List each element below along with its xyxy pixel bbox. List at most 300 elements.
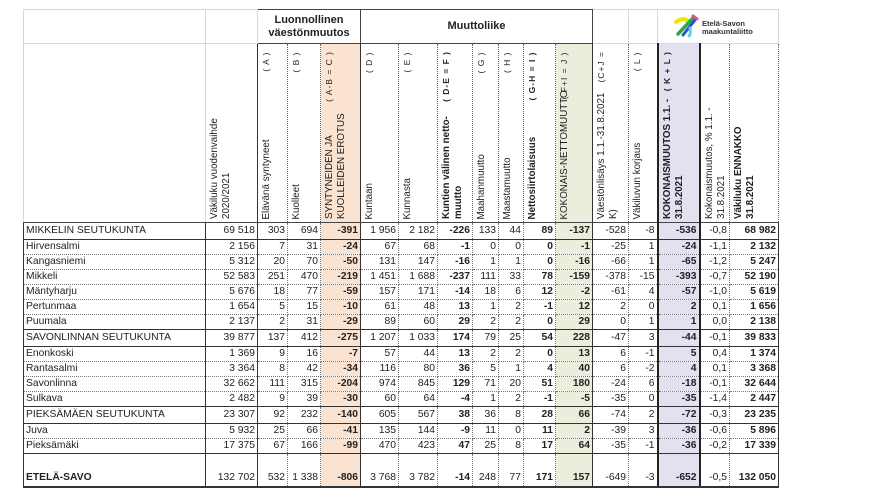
cell-net_mun: 38 bbox=[438, 407, 473, 424]
cell-pct: 0,1 bbox=[700, 300, 730, 315]
column-header-label bbox=[632, 47, 644, 219]
data-table bbox=[23, 9, 779, 488]
cell-pop_est: 5 896 bbox=[730, 424, 779, 439]
cell-pop_est: 2 447 bbox=[730, 392, 779, 407]
column-formula-letter: ( D ) bbox=[364, 51, 374, 73]
column-header-text: Elävänä syntyneet bbox=[261, 138, 272, 219]
cell-corr: 1 bbox=[629, 255, 658, 270]
cell-total_change: 4 bbox=[658, 362, 700, 377]
cell-pop2020: 32 662 bbox=[206, 377, 258, 392]
cell-net_mun: 129 bbox=[438, 377, 473, 392]
cell-in_mun: 67 bbox=[361, 240, 399, 255]
cell-growth: 6 bbox=[593, 347, 629, 362]
column-header-corr bbox=[629, 44, 658, 223]
cell-total_change: 2 bbox=[658, 300, 700, 315]
logo-text-line2: maakuntaliitto bbox=[702, 27, 753, 36]
cell-net_total: -159 bbox=[556, 270, 593, 285]
cell-pop_est: 3 368 bbox=[730, 362, 779, 377]
cell-immig: 11 bbox=[473, 424, 499, 439]
cell-growth: -39 bbox=[593, 424, 629, 439]
cell-emig: 77 bbox=[499, 454, 524, 488]
column-header-emig bbox=[499, 44, 524, 223]
cell-pop2020: 2 137 bbox=[206, 315, 258, 330]
cell-total_change: -57 bbox=[658, 285, 700, 300]
cell-births: 92 bbox=[258, 407, 288, 424]
cell-pop_est: 132 050 bbox=[730, 454, 779, 488]
cell-net_mun: 174 bbox=[438, 330, 473, 347]
table-row bbox=[24, 377, 779, 392]
cell-deaths: 694 bbox=[288, 223, 321, 240]
cell-deaths: 31 bbox=[288, 315, 321, 330]
column-header-text: Kuntaan bbox=[364, 182, 375, 219]
column-formula-letter: ( A ) bbox=[261, 51, 271, 72]
cell-natdiff: -34 bbox=[321, 362, 361, 377]
region-row bbox=[24, 330, 779, 347]
cell-in_mun: 116 bbox=[361, 362, 399, 377]
cell-pct: -0,8 bbox=[700, 223, 730, 240]
cell-out_mun: 2 182 bbox=[399, 223, 438, 240]
column-header-text: Nettosiirtolaisuus bbox=[527, 136, 538, 219]
table-row bbox=[24, 255, 779, 270]
cell-in_mun: 60 bbox=[361, 392, 399, 407]
cell-net_total: 228 bbox=[556, 330, 593, 347]
cell-out_mun: 44 bbox=[399, 347, 438, 362]
cell-immig: 0 bbox=[473, 240, 499, 255]
column-header-label bbox=[402, 47, 414, 219]
column-header-text: Väkiluku vuodenvaihde 2020/2021 bbox=[209, 118, 232, 219]
cell-net_mun: -9 bbox=[438, 424, 473, 439]
cell-immig: 133 bbox=[473, 223, 499, 240]
cell-deaths: 77 bbox=[288, 285, 321, 300]
cell-natdiff: -24 bbox=[321, 240, 361, 255]
cell-total_change: -44 bbox=[658, 330, 700, 347]
cell-births: 7 bbox=[258, 240, 288, 255]
cell-growth: -35 bbox=[593, 392, 629, 407]
cell-births: 2 bbox=[258, 315, 288, 330]
cell-growth: 0 bbox=[593, 315, 629, 330]
cell-immig: 1 bbox=[473, 300, 499, 315]
region-row bbox=[24, 223, 779, 240]
cell-net_imm: 171 bbox=[524, 454, 556, 488]
column-header-out_mun bbox=[399, 44, 438, 223]
cell-growth: -47 bbox=[593, 330, 629, 347]
cell-deaths: 166 bbox=[288, 439, 321, 454]
population-change-table bbox=[23, 9, 779, 488]
column-header-label bbox=[209, 47, 232, 219]
cell-pop_est: 5 619 bbox=[730, 285, 779, 300]
cell-deaths: 470 bbox=[288, 270, 321, 285]
cell-deaths: 42 bbox=[288, 362, 321, 377]
cell-total_change: -36 bbox=[658, 424, 700, 439]
column-header-text: Kunnasta bbox=[402, 177, 413, 219]
cell-births: 67 bbox=[258, 439, 288, 454]
logo-cell bbox=[658, 10, 779, 44]
column-header-label bbox=[291, 47, 303, 219]
cell-deaths: 39 bbox=[288, 392, 321, 407]
cell-pct: -0,5 bbox=[700, 454, 730, 488]
cell-net_imm: 4 bbox=[524, 362, 556, 377]
column-formula-letter: ( F+I = J ) bbox=[559, 51, 569, 99]
cell-net_total: 29 bbox=[556, 315, 593, 330]
column-header-total_change bbox=[658, 44, 700, 223]
column-header-text: Väkiluku ENNAKKO 31.8.2021 bbox=[733, 126, 756, 219]
cell-net_total: -137 bbox=[556, 223, 593, 240]
column-header-births bbox=[258, 44, 288, 223]
column-formula-letter: ( K + L ) bbox=[661, 51, 672, 92]
column-header-in_mun bbox=[361, 44, 399, 223]
cell-corr: 0 bbox=[629, 392, 658, 407]
cell-growth: -378 bbox=[593, 270, 629, 285]
cell-pct: -0,1 bbox=[700, 330, 730, 347]
cell-corr: 4 bbox=[629, 285, 658, 300]
cell-corr: -8 bbox=[629, 223, 658, 240]
cell-in_mun: 1 207 bbox=[361, 330, 399, 347]
cell-pop2020: 1 654 bbox=[206, 300, 258, 315]
cell-deaths: 70 bbox=[288, 255, 321, 270]
cell-immig: 25 bbox=[473, 439, 499, 454]
cell-emig: 8 bbox=[499, 439, 524, 454]
cell-deaths: 31 bbox=[288, 240, 321, 255]
cell-pop2020: 2 482 bbox=[206, 392, 258, 407]
row-name: Savonlinna bbox=[24, 377, 206, 392]
column-header-label bbox=[704, 47, 727, 219]
cell-deaths: 66 bbox=[288, 424, 321, 439]
cell-pct: 0,4 bbox=[700, 347, 730, 362]
empty-header-cell bbox=[629, 10, 658, 44]
cell-emig: 0 bbox=[499, 424, 524, 439]
column-header-net_total bbox=[556, 44, 593, 223]
cell-corr: 1 bbox=[629, 240, 658, 255]
cell-growth: 6 bbox=[593, 362, 629, 377]
cell-births: 111 bbox=[258, 377, 288, 392]
cell-immig: 18 bbox=[473, 285, 499, 300]
cell-out_mun: 171 bbox=[399, 285, 438, 300]
cell-total_change: -35 bbox=[658, 392, 700, 407]
cell-total_change: -652 bbox=[658, 454, 700, 488]
region-row bbox=[24, 407, 779, 424]
cell-total_change: 5 bbox=[658, 347, 700, 362]
cell-deaths: 16 bbox=[288, 347, 321, 362]
cell-corr: 6 bbox=[629, 377, 658, 392]
cell-pop2020: 3 364 bbox=[206, 362, 258, 377]
cell-corr: -2 bbox=[629, 362, 658, 377]
cell-natdiff: -219 bbox=[321, 270, 361, 285]
row-name: PIEKSÄMÄEN SEUTUKUNTA bbox=[24, 407, 206, 424]
cell-net_total: 13 bbox=[556, 347, 593, 362]
cell-pop_est: 39 833 bbox=[730, 330, 779, 347]
cell-growth: -649 bbox=[593, 454, 629, 488]
cell-net_imm: 11 bbox=[524, 424, 556, 439]
row-name: Enonkoski bbox=[24, 347, 206, 362]
cell-pop2020: 1 369 bbox=[206, 347, 258, 362]
cell-net_imm: 54 bbox=[524, 330, 556, 347]
cell-pop_est: 23 235 bbox=[730, 407, 779, 424]
cell-corr: -1 bbox=[629, 439, 658, 454]
cell-net_imm: -1 bbox=[524, 392, 556, 407]
column-formula-letter: ( G ) bbox=[476, 51, 486, 73]
cell-out_mun: 144 bbox=[399, 424, 438, 439]
group-header-row bbox=[24, 10, 779, 44]
cell-deaths: 412 bbox=[288, 330, 321, 347]
cell-net_total: 2 bbox=[556, 424, 593, 439]
cell-growth: -35 bbox=[593, 439, 629, 454]
cell-pop2020: 5 676 bbox=[206, 285, 258, 300]
cell-natdiff: -29 bbox=[321, 315, 361, 330]
cell-out_mun: 567 bbox=[399, 407, 438, 424]
cell-net_total: 40 bbox=[556, 362, 593, 377]
cell-net_imm: 0 bbox=[524, 240, 556, 255]
cell-net_mun: 36 bbox=[438, 362, 473, 377]
cell-births: 25 bbox=[258, 424, 288, 439]
cell-emig: 6 bbox=[499, 285, 524, 300]
cell-natdiff: -30 bbox=[321, 392, 361, 407]
cell-growth: -25 bbox=[593, 240, 629, 255]
cell-pct: -1,1 bbox=[700, 240, 730, 255]
cell-out_mun: 423 bbox=[399, 439, 438, 454]
table-row bbox=[24, 392, 779, 407]
cell-emig: 25 bbox=[499, 330, 524, 347]
row-name: Pieksämäki bbox=[24, 439, 206, 454]
cell-immig: 71 bbox=[473, 377, 499, 392]
cell-total_change: -536 bbox=[658, 223, 700, 240]
cell-growth: -24 bbox=[593, 377, 629, 392]
cell-pop_est: 1 656 bbox=[730, 300, 779, 315]
logo-mark-icon bbox=[674, 14, 700, 38]
cell-natdiff: -10 bbox=[321, 300, 361, 315]
empty-header-cell bbox=[24, 10, 206, 44]
cell-immig: 1 bbox=[473, 255, 499, 270]
column-header-text: Kokonaismuutos, % 1.1. - 31.8.2021 bbox=[703, 107, 726, 219]
cell-births: 18 bbox=[258, 285, 288, 300]
row-name: Puumala bbox=[24, 315, 206, 330]
table-row bbox=[24, 347, 779, 362]
cell-pct: -0,1 bbox=[700, 377, 730, 392]
table-row bbox=[24, 315, 779, 330]
cell-corr: 2 bbox=[629, 407, 658, 424]
column-header-natdiff bbox=[321, 44, 361, 223]
cell-immig: 2 bbox=[473, 347, 499, 362]
cell-pop_est: 32 644 bbox=[730, 377, 779, 392]
column-header-label bbox=[502, 47, 514, 219]
cell-growth: 2 bbox=[593, 300, 629, 315]
cell-in_mun: 89 bbox=[361, 315, 399, 330]
cell-net_imm: 51 bbox=[524, 377, 556, 392]
cell-net_total: 66 bbox=[556, 407, 593, 424]
cell-emig: 0 bbox=[499, 240, 524, 255]
cell-natdiff: -7 bbox=[321, 347, 361, 362]
row-name: ETELÄ-SAVO bbox=[24, 454, 206, 488]
cell-net_mun: -16 bbox=[438, 255, 473, 270]
cell-natdiff: -59 bbox=[321, 285, 361, 300]
column-header-row bbox=[24, 44, 779, 223]
cell-out_mun: 845 bbox=[399, 377, 438, 392]
cell-pop_est: 5 247 bbox=[730, 255, 779, 270]
cell-net_mun: 13 bbox=[438, 347, 473, 362]
empty-header-cell bbox=[206, 10, 258, 44]
cell-in_mun: 57 bbox=[361, 347, 399, 362]
cell-births: 532 bbox=[258, 454, 288, 488]
cell-immig: 79 bbox=[473, 330, 499, 347]
cell-in_mun: 1 451 bbox=[361, 270, 399, 285]
cell-emig: 2 bbox=[499, 300, 524, 315]
cell-pop2020: 39 877 bbox=[206, 330, 258, 347]
cell-emig: 44 bbox=[499, 223, 524, 240]
column-header-text: Kuolleet bbox=[291, 183, 302, 219]
cell-out_mun: 80 bbox=[399, 362, 438, 377]
cell-pop_est: 1 374 bbox=[730, 347, 779, 362]
cell-net_mun: 47 bbox=[438, 439, 473, 454]
column-header-text: KOKONAISMUUTOS 1.1. - 31.8.2021 bbox=[661, 98, 684, 219]
cell-net_mun: -226 bbox=[438, 223, 473, 240]
cell-pct: -0,6 bbox=[700, 424, 730, 439]
cell-net_imm: 0 bbox=[524, 315, 556, 330]
column-formula-letter: ( D-E = F ) bbox=[441, 51, 451, 102]
cell-births: 20 bbox=[258, 255, 288, 270]
cell-in_mun: 61 bbox=[361, 300, 399, 315]
cell-net_imm: 0 bbox=[524, 255, 556, 270]
cell-pop_est: 2 132 bbox=[730, 240, 779, 255]
cell-pct: -0,2 bbox=[700, 439, 730, 454]
cell-pct: 0,0 bbox=[700, 315, 730, 330]
cell-net_total: -1 bbox=[556, 240, 593, 255]
cell-out_mun: 68 bbox=[399, 240, 438, 255]
cell-net_imm: 12 bbox=[524, 285, 556, 300]
cell-pop2020: 69 518 bbox=[206, 223, 258, 240]
cell-pop2020: 5 312 bbox=[206, 255, 258, 270]
cell-pop2020: 17 375 bbox=[206, 439, 258, 454]
cell-pct: -0,3 bbox=[700, 407, 730, 424]
column-header-net_mun bbox=[438, 44, 473, 223]
cell-corr: -1 bbox=[629, 347, 658, 362]
cell-pop2020: 23 307 bbox=[206, 407, 258, 424]
column-header-growth bbox=[593, 44, 629, 223]
table-row bbox=[24, 362, 779, 377]
cell-emig: 1 bbox=[499, 362, 524, 377]
cell-pct: 0,1 bbox=[700, 362, 730, 377]
column-header-label bbox=[662, 47, 685, 219]
cell-emig: 8 bbox=[499, 407, 524, 424]
column-formula-letter: ( A-B = C ) bbox=[324, 51, 334, 102]
cell-net_imm: 28 bbox=[524, 407, 556, 424]
cell-net_total: -2 bbox=[556, 285, 593, 300]
column-header-pop2020 bbox=[206, 44, 258, 223]
cell-births: 303 bbox=[258, 223, 288, 240]
column-header-label bbox=[441, 47, 464, 219]
cell-deaths: 232 bbox=[288, 407, 321, 424]
cell-in_mun: 1 956 bbox=[361, 223, 399, 240]
cell-pop_est: 68 982 bbox=[730, 223, 779, 240]
cell-pct: -0,7 bbox=[700, 270, 730, 285]
cell-deaths: 15 bbox=[288, 300, 321, 315]
cell-pop2020: 2 156 bbox=[206, 240, 258, 255]
cell-net_total: -16 bbox=[556, 255, 593, 270]
cell-total_change: -24 bbox=[658, 240, 700, 255]
cell-growth: -66 bbox=[593, 255, 629, 270]
column-header-deaths bbox=[288, 44, 321, 223]
cell-corr: 1 bbox=[629, 315, 658, 330]
row-name: MIKKELIN SEUTUKUNTA bbox=[24, 223, 206, 240]
cell-corr: 3 bbox=[629, 330, 658, 347]
cell-pct: -1,4 bbox=[700, 392, 730, 407]
column-header-text: Maahanmuutto bbox=[476, 153, 487, 219]
cell-emig: 2 bbox=[499, 347, 524, 362]
cell-in_mun: 3 768 bbox=[361, 454, 399, 488]
cell-net_mun: 13 bbox=[438, 300, 473, 315]
cell-net_total: 180 bbox=[556, 377, 593, 392]
cell-immig: 2 bbox=[473, 315, 499, 330]
cell-growth: -528 bbox=[593, 223, 629, 240]
cell-in_mun: 157 bbox=[361, 285, 399, 300]
cell-immig: 248 bbox=[473, 454, 499, 488]
cell-out_mun: 64 bbox=[399, 392, 438, 407]
column-formula-letter: ( H ) bbox=[502, 51, 512, 73]
name-column-header bbox=[24, 44, 206, 223]
cell-total_change: -36 bbox=[658, 439, 700, 454]
cell-natdiff: -99 bbox=[321, 439, 361, 454]
cell-corr: -3 bbox=[629, 454, 658, 488]
row-name: Sulkava bbox=[24, 392, 206, 407]
cell-emig: 20 bbox=[499, 377, 524, 392]
column-header-label bbox=[364, 47, 376, 219]
cell-pop2020: 52 583 bbox=[206, 270, 258, 285]
column-header-label bbox=[261, 47, 273, 219]
cell-total_change: 1 bbox=[658, 315, 700, 330]
column-header-text: Väkiluvun korjaus bbox=[632, 142, 643, 219]
cell-natdiff: -806 bbox=[321, 454, 361, 488]
column-header-label bbox=[596, 47, 619, 219]
cell-corr: 3 bbox=[629, 424, 658, 439]
cell-out_mun: 3 782 bbox=[399, 454, 438, 488]
cell-net_total: -5 bbox=[556, 392, 593, 407]
table-row bbox=[24, 300, 779, 315]
cell-births: 5 bbox=[258, 300, 288, 315]
cell-natdiff: -41 bbox=[321, 424, 361, 439]
cell-growth: -61 bbox=[593, 285, 629, 300]
column-header-pct bbox=[700, 44, 730, 223]
maakuntaliitto-logo bbox=[658, 10, 778, 43]
cell-total_change: -18 bbox=[658, 377, 700, 392]
cell-births: 9 bbox=[258, 347, 288, 362]
column-header-label bbox=[559, 47, 571, 219]
cell-pop_est: 17 339 bbox=[730, 439, 779, 454]
cell-in_mun: 974 bbox=[361, 377, 399, 392]
cell-immig: 111 bbox=[473, 270, 499, 285]
column-header-label bbox=[324, 47, 347, 219]
table-row bbox=[24, 439, 779, 454]
cell-total_change: -393 bbox=[658, 270, 700, 285]
cell-out_mun: 147 bbox=[399, 255, 438, 270]
cell-net_imm: 17 bbox=[524, 439, 556, 454]
row-name: SAVONLINNAN SEUTUKUNTA bbox=[24, 330, 206, 347]
cell-net_total: 12 bbox=[556, 300, 593, 315]
cell-natdiff: -204 bbox=[321, 377, 361, 392]
cell-net_imm: 78 bbox=[524, 270, 556, 285]
cell-pct: -1,2 bbox=[700, 255, 730, 270]
column-header-label bbox=[733, 47, 756, 219]
row-name: Hirvensalmi bbox=[24, 240, 206, 255]
cell-net_mun: 29 bbox=[438, 315, 473, 330]
cell-pop_est: 52 190 bbox=[730, 270, 779, 285]
cell-net_mun: -14 bbox=[438, 285, 473, 300]
cell-pop2020: 5 932 bbox=[206, 424, 258, 439]
total-row bbox=[24, 454, 779, 488]
cell-emig: 33 bbox=[499, 270, 524, 285]
column-formula-letter: ( B ) bbox=[291, 51, 301, 73]
column-formula-letter: ( L ) bbox=[632, 51, 642, 71]
column-header-net_imm bbox=[524, 44, 556, 223]
cell-out_mun: 1 688 bbox=[399, 270, 438, 285]
cell-net_mun: -14 bbox=[438, 454, 473, 488]
